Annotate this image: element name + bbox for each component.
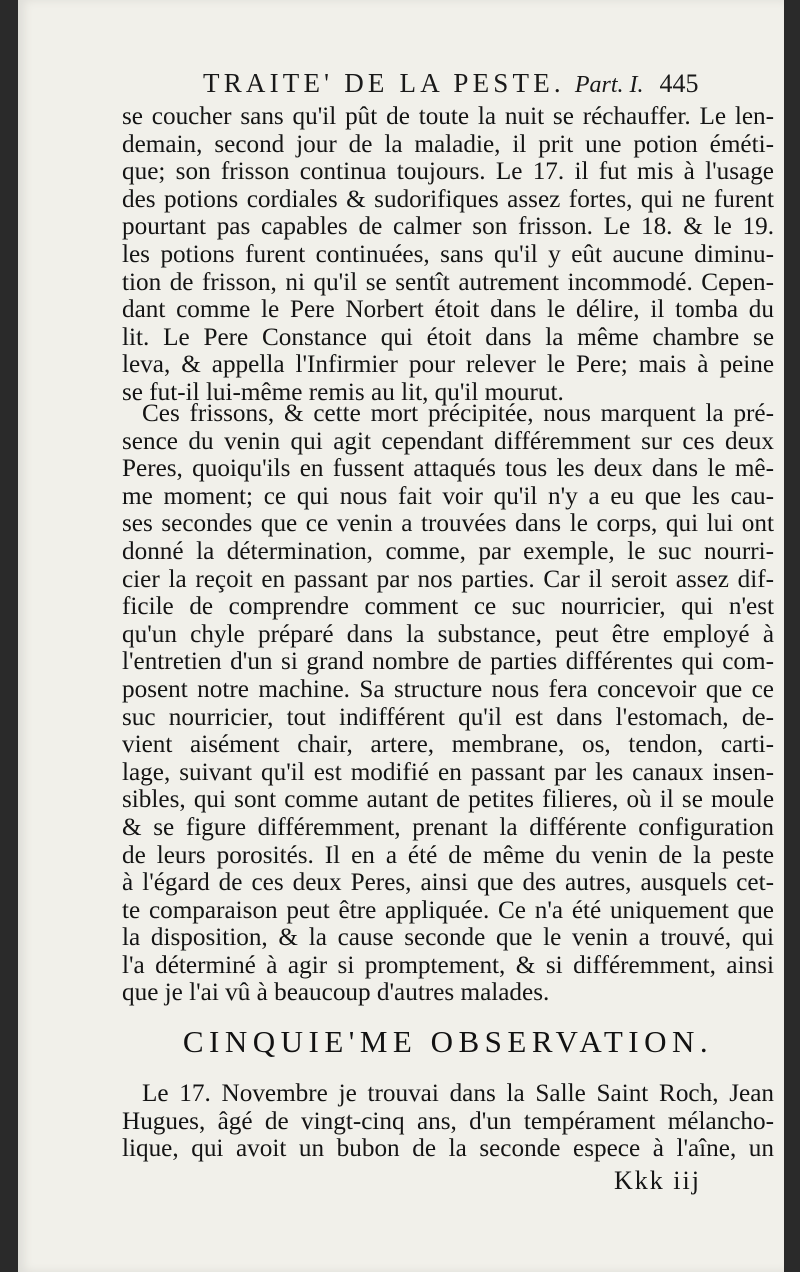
text-line: sibles, qui sont comme autant de petites filieres, où il se moule <box>122 786 774 814</box>
text-line: dant comme le Pere Norbert étoit dans le délire, il tomba du <box>122 296 774 324</box>
text-line: à l'égard de ces deux Peres, ainsi que des autres, ausquels cet- <box>122 869 774 897</box>
text-line: vient aisément chair, artere, membrane, os, tendon, carti- <box>122 731 774 759</box>
text-line: sence du venin qui agit cependant différemment sur ces deux <box>122 427 774 455</box>
signature-mark: Kkk iij <box>614 1166 701 1195</box>
text-line: cier la reçoit en passant par nos parties. Car il seroit assez dif- <box>122 565 774 593</box>
paragraph-2 <box>122 400 774 1007</box>
text-line: me moment; ce qui nous fait voir qu'il n'y a eu que les cau- <box>122 482 774 510</box>
text-line: les potions furent continuées, sans qu'il y eût aucune diminu- <box>122 240 774 268</box>
text-line: l'entretien d'un si grand nombre de parties différentes qui com- <box>122 648 774 676</box>
text-line: qu'un chyle préparé dans la substance, peut être employé à <box>122 620 774 648</box>
text-line: se fut-il lui-même remis au lit, qu'il mourut. <box>122 378 564 406</box>
text-line: & se figure différemment, prenant la différente configuration <box>122 813 774 841</box>
book-page <box>18 0 784 1272</box>
text-line: Le 17. Novembre je trouvai dans la Salle Saint Roch, Jean <box>142 1080 774 1107</box>
text-line: ficile de comprendre comment ce suc nourricier, qui n'est <box>122 593 774 621</box>
text-line: que; son frisson continua toujours. Le 17. il fut mis à l'usage <box>122 158 774 186</box>
running-title: TRAITE' DE LA PESTE. <box>203 68 565 98</box>
text-line: posent notre machine. Sa structure nous fera concevoir que ce <box>122 675 774 703</box>
text-line: pourtant pas capables de calmer son frisson. Le 18. & le 19. <box>122 213 774 241</box>
text-line: Hugues, âgé de vingt-cinq ans, d'un tempérament mélancho- <box>122 1107 774 1135</box>
running-header <box>203 68 744 99</box>
text-line: des potions cordiales & sudorifiques assez fortes, qui ne furent <box>122 185 774 213</box>
text-line: l'a déterminé à agir si promptement, & si différemment, ainsi <box>122 951 774 979</box>
text-line: que je l'ai vû à beaucoup d'autres malades. <box>122 979 550 1007</box>
text-line: lage, suivant qu'il est modifié en passant par les canaux insen- <box>122 758 774 786</box>
text-line: donné la détermination, comme, par exemple, le suc nourri- <box>122 537 774 565</box>
text-line: leva, & appella l'Infirmier pour relever le Pere; mais à peine <box>122 351 774 379</box>
text-line: de leurs porosités. Il en a été de même du venin de la peste <box>122 841 774 869</box>
text-line: ses secondes que ce venin a trouvées dans le corps, qui lui ont <box>122 510 774 538</box>
text-line: demain, second jour de la maladie, il prit une potion éméti- <box>122 130 774 158</box>
paragraph-3 <box>122 1080 774 1163</box>
text-line: se coucher sans qu'il pût de toute la nuit se réchauffer. Le len- <box>122 103 774 130</box>
text-line: lique, qui avoit un bubon de la seconde espece à l'aîne, un <box>122 1135 774 1163</box>
paragraph-1 <box>122 103 774 407</box>
text-line: tion de frisson, ni qu'il se sentît autrement incommodé. Cepen- <box>122 268 774 296</box>
text-line: te comparaison peut être appliquée. Ce n'a été uniquement que <box>122 896 774 924</box>
part-label: Part. I. <box>574 72 644 98</box>
text-line: suc nourricier, tout indifférent qu'il est dans l'estomach, de- <box>122 703 774 731</box>
text-line: Ces frissons, & cette mort précipitée, nous marquent la pré- <box>142 400 774 427</box>
text-line: Peres, quoiqu'ils en fussent attaqués tous les deux dans le mê- <box>122 455 774 483</box>
text-line: la disposition, & la cause seconde que le venin a trouvé, qui <box>122 924 774 952</box>
section-heading: CINQUIE'ME OBSERVATION. <box>182 1024 714 1059</box>
page-number: 445 <box>659 69 699 98</box>
text-line: lit. Le Pere Constance qui étoit dans la même chambre se <box>122 323 774 351</box>
